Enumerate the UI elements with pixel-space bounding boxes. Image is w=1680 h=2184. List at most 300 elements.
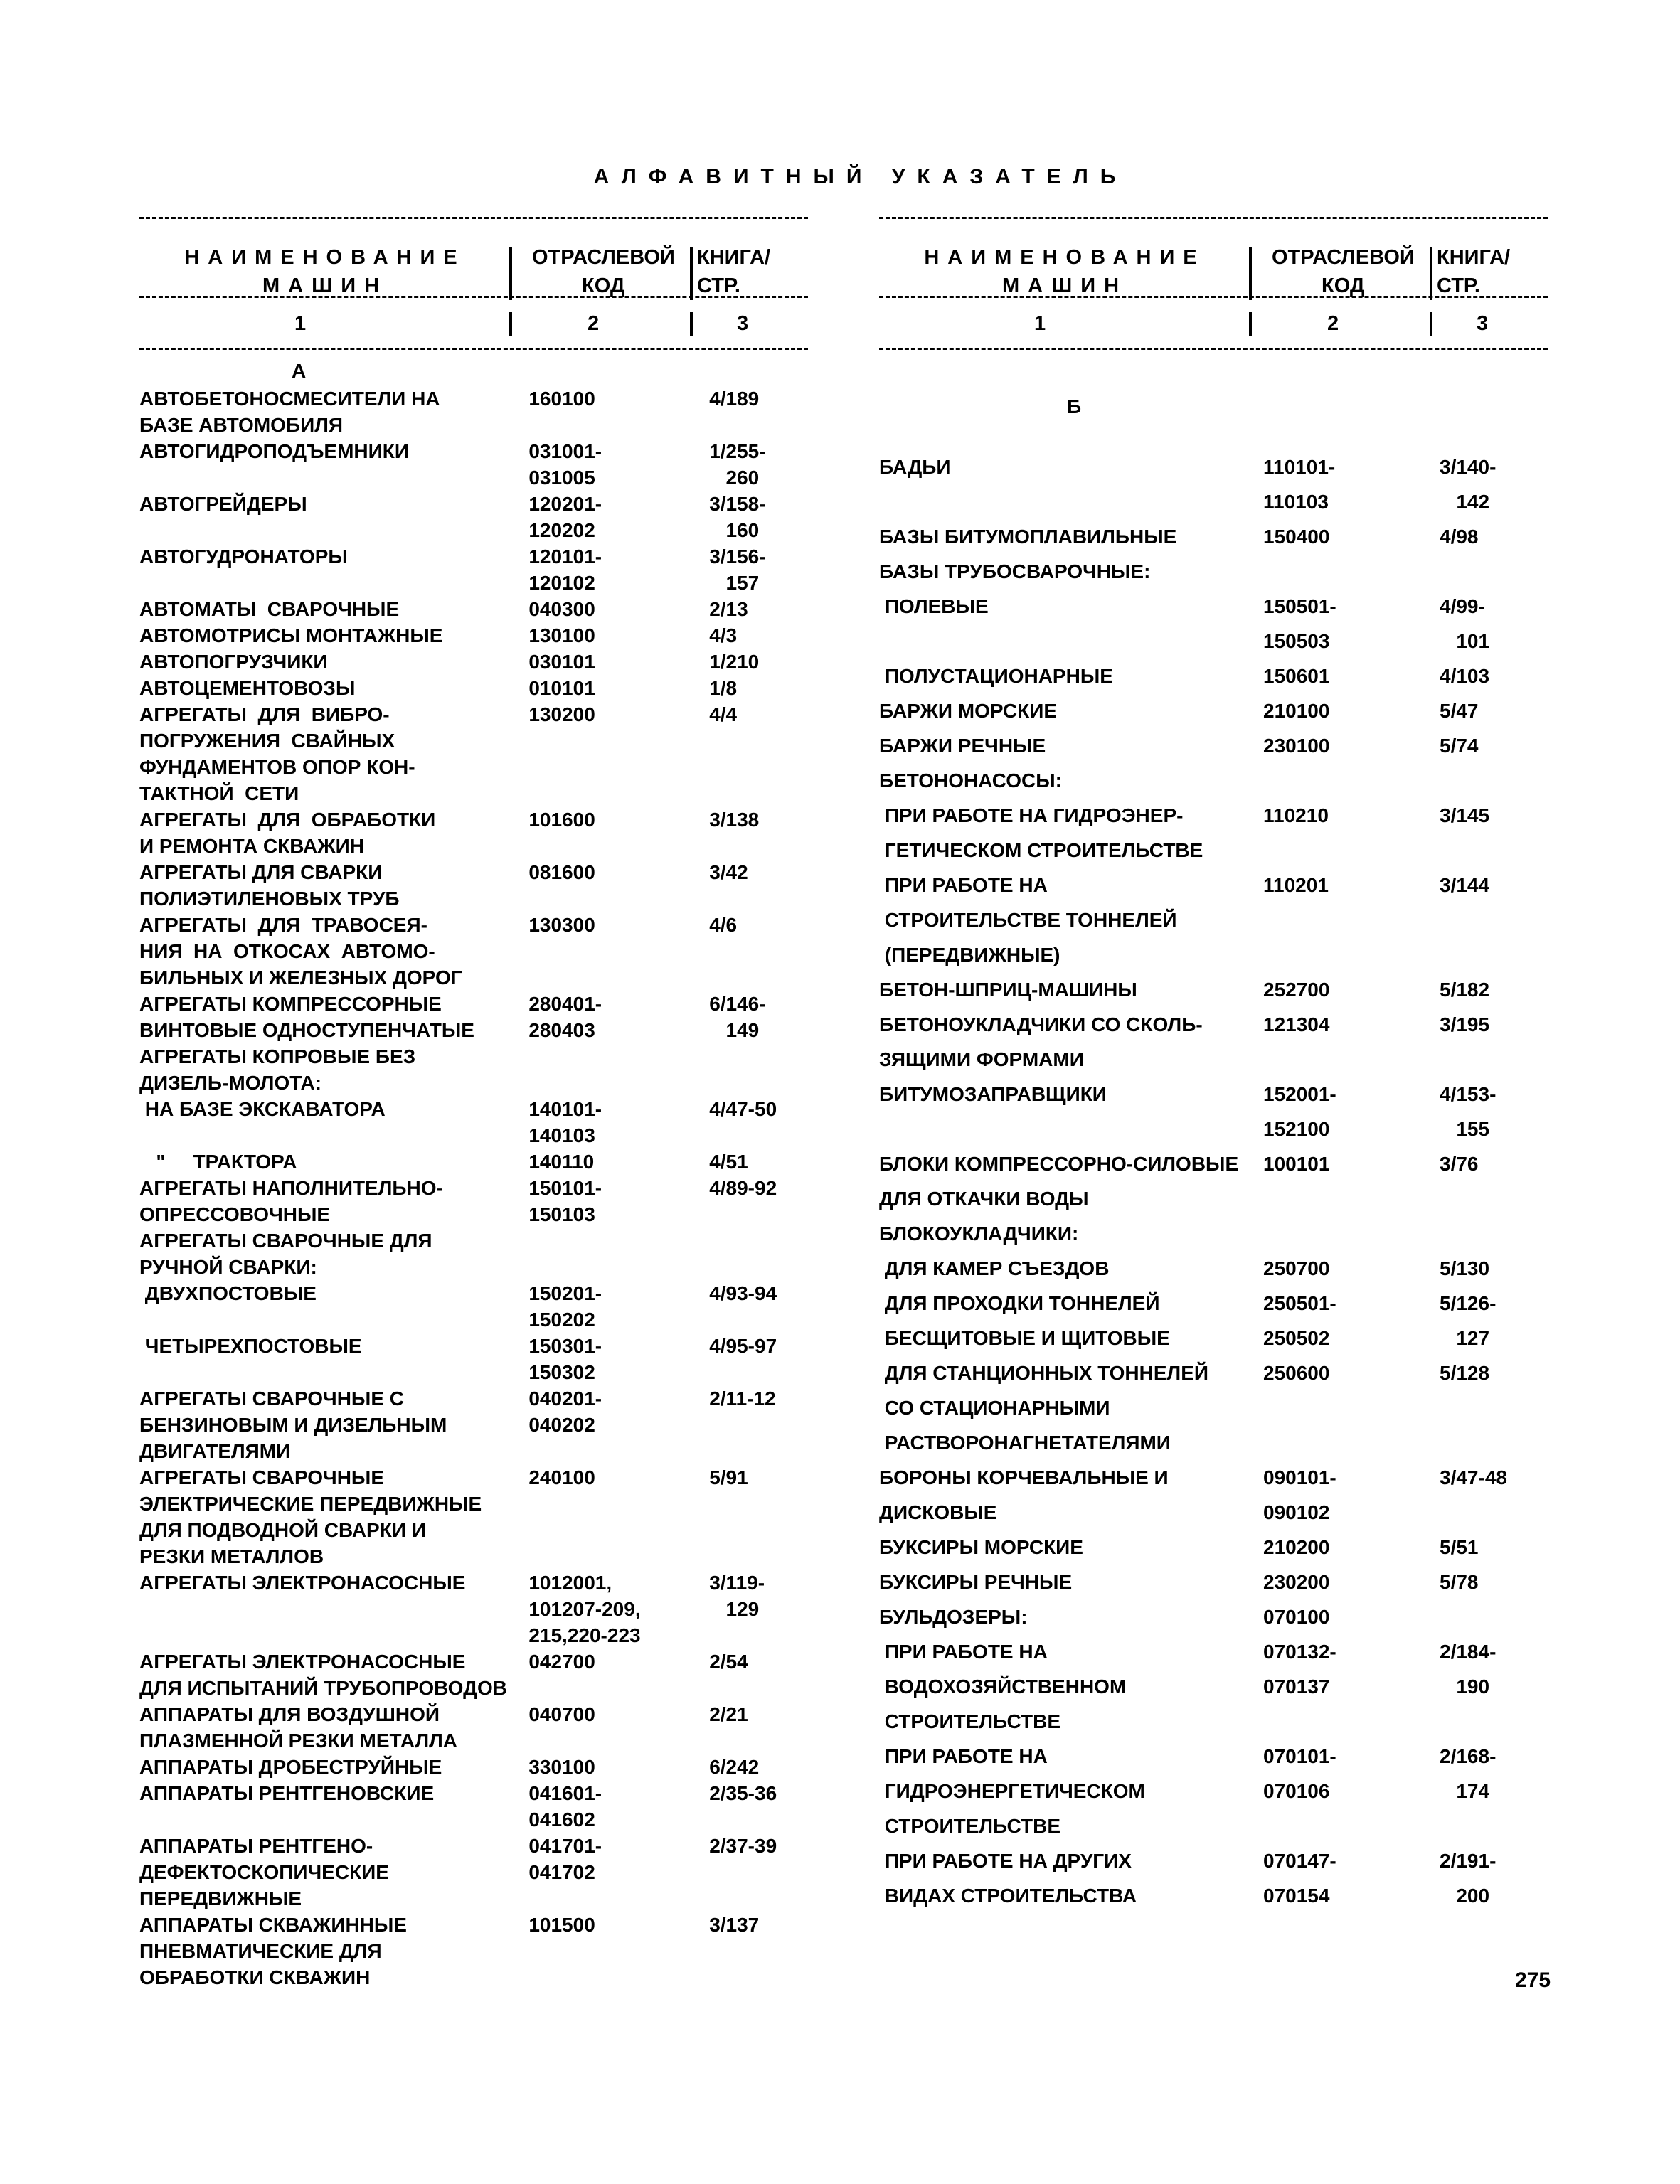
index-entry: [139, 1491, 808, 1517]
index-entry: [139, 1596, 808, 1622]
entry-code: 041601-: [528, 1782, 602, 1804]
entry-name: ДЛЯ ПОДВОДНОЙ СВАРКИ И: [139, 1519, 426, 1541]
page-title: АЛФАВИТНЫЙ УКАЗАТЕЛЬ: [593, 165, 1128, 188]
entry-code: 252700: [1263, 979, 1330, 1001]
entry-code: [528, 1675, 709, 1701]
entry-book-page: 3/76: [1440, 1153, 1479, 1175]
entry-name: АГРЕГАТЫ СВАРОЧНЫЕ С: [139, 1387, 405, 1410]
entry-name: ПЕРЕДВИЖНЫЕ: [139, 1887, 302, 1909]
entry-book-page: 4/95-97: [709, 1335, 777, 1357]
entry-book-page: 4/93-94: [709, 1282, 777, 1304]
entry-book-page: 3/138: [709, 809, 760, 831]
entry-name: [139, 1806, 528, 1833]
entry-name: АВТОЦЕМЕНТОВОЗЫ: [139, 677, 356, 699]
entry-name: ПОЛЕВЫЕ: [879, 595, 989, 617]
index-entry: [879, 763, 1548, 798]
entry-book-page: 3/195: [1440, 1013, 1490, 1035]
index-entry: [139, 1385, 808, 1412]
num-divider: [1430, 312, 1432, 336]
entry-code: 215,220-223: [528, 1624, 641, 1646]
index-entry: [139, 991, 808, 1017]
page-number: 275: [1515, 1969, 1551, 1992]
entry-book-page: 174: [1440, 1780, 1490, 1802]
entry-name: [879, 1112, 1263, 1146]
entry-name: БЛОКОУКЛАДЧИКИ:: [879, 1222, 1079, 1245]
index-entry: [139, 833, 808, 859]
entry-name: ПРИ РАБОТЕ НА: [879, 1641, 1048, 1663]
entry-name: ДВИГАТЕЛЯМИ: [139, 1440, 291, 1462]
entry-code: [528, 754, 709, 780]
entry-book-page: [709, 728, 808, 754]
entry-name: [879, 484, 1263, 519]
entry-book-page: [709, 1070, 808, 1096]
index-entry: [879, 659, 1548, 693]
entry-code: [1263, 554, 1440, 589]
entry-name: АППАРАТЫ СКВАЖИННЫЕ: [139, 1914, 407, 1936]
entry-name: [139, 570, 528, 596]
index-entry: [139, 1727, 808, 1754]
index-entry: [139, 1280, 808, 1306]
entry-code: [528, 1727, 709, 1754]
index-entry: [139, 1043, 808, 1070]
entry-name: АГРЕГАТЫ СВАРОЧНЫЕ: [139, 1466, 385, 1488]
entry-name: СТРОИТЕЛЬСТВЕ: [879, 1710, 1060, 1732]
entry-name: НИЯ НА ОТКОСАХ АВТОМО-: [139, 940, 435, 962]
entry-code: 120102: [528, 572, 595, 594]
entry-name: ОПРЕССОВОЧНЫЕ: [139, 1203, 331, 1225]
entry-book-page: [1440, 1599, 1546, 1634]
entry-book-page: 142: [1440, 491, 1490, 513]
entry-book-page: [1440, 1425, 1546, 1460]
entry-book-page: 3/145: [1440, 804, 1490, 826]
rule-bottom: [139, 348, 808, 350]
entry-name: АГРЕГАТЫ НАПОЛНИТЕЛЬНО-: [139, 1177, 443, 1199]
entry-name: АППАРАТЫ ДЛЯ ВОЗДУШНОЙ: [139, 1703, 440, 1725]
entry-name: ПОЛУСТАЦИОНАРНЫЕ: [879, 665, 1113, 687]
entry-name: [139, 1596, 528, 1622]
entry-name: ПНЕВМАТИЧЕСКИЕ ДЛЯ: [139, 1940, 382, 1962]
entry-code: 070147-: [1263, 1850, 1336, 1872]
entry-name: ЧЕТЫРЕХПОСТОВЫЕ: [139, 1335, 362, 1357]
index-entry: [879, 1495, 1548, 1530]
index-column-left: [139, 217, 808, 1991]
entry-book-page: [709, 1043, 808, 1070]
index-entry: [139, 570, 808, 596]
entry-book-page: [1440, 554, 1546, 589]
entry-code: 140110: [528, 1151, 595, 1173]
entry-book-page: 155: [1440, 1118, 1490, 1140]
entry-book-page: [1440, 1181, 1546, 1216]
entry-book-page: [709, 1885, 808, 1912]
entry-book-page: 3/158-: [709, 493, 766, 515]
entry-code: 240100: [528, 1466, 595, 1488]
entry-code: 150201-: [528, 1282, 602, 1304]
entry-name: [879, 624, 1263, 659]
entry-book-page: [709, 1412, 808, 1438]
entry-code: 250600: [1263, 1362, 1330, 1384]
index-entry: [139, 938, 808, 964]
entry-name: БЕТОНОУКЛАДЧИКИ СО СКОЛЬ-: [879, 1013, 1203, 1035]
entry-name: АГРЕГАТЫ СВАРОЧНЫЕ ДЛЯ: [139, 1230, 432, 1252]
index-entry: [139, 728, 808, 754]
entry-book-page: 5/130: [1440, 1257, 1490, 1279]
index-entry: [879, 798, 1548, 833]
entry-book-page: 5/78: [1440, 1571, 1479, 1593]
entry-book-page: 4/99-: [1440, 595, 1485, 617]
index-entry: [139, 806, 808, 833]
index-entry: [139, 1754, 808, 1780]
index-entry: [879, 1112, 1548, 1146]
entry-code: [1263, 1704, 1440, 1739]
entry-name: ВИДАХ СТРОИТЕЛЬСТВА: [879, 1885, 1137, 1907]
entry-book-page: [1440, 1042, 1546, 1077]
entry-code: 150501-: [1263, 595, 1336, 617]
header-book: КНИГА/ СТР.: [697, 246, 771, 297]
entry-book-page: 149: [709, 1019, 760, 1041]
entry-name: ВИНТОВЫЕ ОДНОСТУПЕНЧАТЫЕ: [139, 1019, 474, 1041]
entry-name: АГРЕГАТЫ ДЛЯ ОБРАБОТКИ: [139, 809, 436, 831]
index-entry: [139, 1122, 808, 1149]
index-entry: [139, 1859, 808, 1885]
entry-book-page: 4/3: [709, 624, 738, 646]
header-divider: [1249, 247, 1252, 300]
index-entry: [139, 1333, 808, 1359]
index-entry: [139, 1938, 808, 1964]
entry-book-page: 6/146-: [709, 993, 766, 1015]
index-entry: [139, 1570, 808, 1596]
entry-book-page: 157: [709, 572, 760, 594]
entry-code: 090102: [1263, 1501, 1330, 1523]
table-header: [139, 219, 808, 296]
index-entry: [139, 675, 808, 701]
entry-code: [1263, 1042, 1440, 1077]
index-entry: [879, 1390, 1548, 1425]
entry-name: АВТОГРЕЙДЕРЫ: [139, 493, 307, 515]
index-entry: [879, 1007, 1548, 1042]
index-entry: [139, 1149, 808, 1175]
index-entry: [879, 589, 1548, 624]
num-divider: [509, 312, 512, 336]
index-entry: [139, 1175, 808, 1201]
index-entry: [139, 1306, 808, 1333]
index-entry: [879, 519, 1548, 554]
entry-book-page: 2/184-: [1440, 1641, 1496, 1663]
index-entry: [879, 1321, 1548, 1355]
entry-book-page: 2/54: [709, 1651, 748, 1673]
entry-code: 150400: [1263, 526, 1330, 548]
section-letter: А: [292, 360, 307, 382]
entry-name: ПЛАЗМЕННОЙ РЕЗКИ МЕТАЛЛА: [139, 1730, 457, 1752]
entry-code: [528, 412, 709, 438]
index-entry: [139, 1675, 808, 1701]
entry-name: ДИЗЕЛЬ-МОЛОТА:: [139, 1072, 322, 1094]
entry-book-page: 3/47-48: [1440, 1466, 1507, 1488]
index-entry: [139, 1833, 808, 1859]
entry-book-page: 4/51: [709, 1151, 748, 1173]
entry-book-page: 1/255-: [709, 440, 766, 462]
entry-name: ТАКТНОЙ СЕТИ: [139, 782, 299, 804]
entry-code: [528, 1491, 709, 1517]
index-entry: [139, 622, 808, 649]
index-entry: [879, 1809, 1548, 1843]
entry-name: [139, 1122, 528, 1149]
header-name: НАИМЕНОВАНИЕ МАШИН: [184, 246, 466, 297]
entry-code: 070101-: [1263, 1745, 1336, 1767]
entry-book-page: [709, 754, 808, 780]
index-entry: [139, 1017, 808, 1043]
entry-code: 101207-209,: [528, 1598, 641, 1620]
entry-name: ДИСКОВЫЕ: [879, 1501, 997, 1523]
entry-code: 030101: [528, 651, 595, 673]
entry-code: [528, 1254, 709, 1280]
entry-book-page: [709, 1122, 808, 1149]
index-entry: [139, 1964, 808, 1991]
index-entry: [879, 833, 1548, 868]
entry-code: [1263, 1181, 1440, 1216]
entry-book-page: 4/98: [1440, 526, 1479, 548]
entry-name: АВТОМОТРИСЫ МОНТАЖНЫЕ: [139, 624, 443, 646]
entry-code: 250501-: [1263, 1292, 1336, 1314]
entry-name: БАРЖИ РЕЧНЫЕ: [879, 735, 1046, 757]
entry-name: ПОГРУЖЕНИЯ СВАЙНЫХ: [139, 730, 395, 752]
entry-book-page: 2/21: [709, 1703, 748, 1725]
entry-code: 230100: [1263, 735, 1330, 757]
entry-code: 1012001,: [528, 1572, 612, 1594]
index-entry: [879, 1042, 1548, 1077]
entry-book-page: 5/51: [1440, 1536, 1479, 1558]
entry-code: [528, 938, 709, 964]
entry-name: ФУНДАМЕНТОВ ОПОР КОН-: [139, 756, 415, 778]
entry-book-page: 5/182: [1440, 979, 1490, 1001]
entry-code: 140103: [528, 1124, 595, 1146]
entry-name: ПОЛИЭТИЛЕНОВЫХ ТРУБ: [139, 888, 400, 910]
header-code: ОТРАСЛЕВОЙ КОД: [1272, 246, 1415, 297]
entry-name: [139, 517, 528, 543]
entry-code: 280403: [528, 1019, 595, 1041]
index-entry: [879, 868, 1548, 902]
entry-code: 150601: [1263, 665, 1330, 687]
index-entry: [139, 1359, 808, 1385]
index-entry: [139, 1412, 808, 1438]
num-divider: [690, 312, 693, 336]
entry-book-page: 4/153-: [1440, 1083, 1496, 1105]
index-entry: [139, 754, 808, 780]
entry-book-page: [1440, 902, 1546, 937]
entry-name: АВТОМАТЫ СВАРОЧНЫЕ: [139, 598, 400, 620]
index-entry: [879, 1355, 1548, 1390]
entry-name: [139, 1622, 528, 1648]
entry-code: 101500: [528, 1914, 595, 1936]
index-entry: [879, 449, 1548, 484]
index-entry: [879, 1704, 1548, 1739]
index-entry: [879, 624, 1548, 659]
index-entry: [139, 964, 808, 991]
index-entry: [879, 1669, 1548, 1704]
entry-book-page: [709, 1675, 808, 1701]
entry-name: НА БАЗЕ ЭКСКАВАТОРА: [139, 1098, 386, 1120]
entry-code: 150101-: [528, 1177, 602, 1199]
entry-name: СО СТАЦИОНАРНЫМИ: [879, 1397, 1110, 1419]
entry-name: ДЛЯ ОТКАЧКИ ВОДЫ: [879, 1188, 1089, 1210]
entry-code: 250502: [1263, 1327, 1330, 1349]
entry-book-page: 2/13: [709, 598, 748, 620]
entry-book-page: [709, 964, 808, 991]
entry-code: [528, 780, 709, 806]
entry-book-page: [709, 1727, 808, 1754]
entry-name: АВТОГУДРОНАТОРЫ: [139, 545, 348, 568]
entry-book-page: 3/137: [709, 1914, 760, 1936]
entry-code: [528, 728, 709, 754]
index-entry: [139, 1701, 808, 1727]
entry-code: [528, 1543, 709, 1570]
entry-code: [528, 1438, 709, 1464]
entry-name: ДЕФЕКТОСКОПИЧЕСКИЕ: [139, 1861, 389, 1883]
entry-name: БУКСИРЫ МОРСКИЕ: [879, 1536, 1083, 1558]
entry-name: БЕСЩИТОВЫЕ И ЩИТОВЫЕ: [879, 1327, 1170, 1349]
entry-name: ДЛЯ СТАНЦИОННЫХ ТОННЕЛЕЙ: [879, 1362, 1208, 1384]
entry-code: [528, 1227, 709, 1254]
entry-code: 120202: [528, 519, 595, 541]
index-entry: [879, 1843, 1548, 1878]
entry-name: " ТРАКТОРА: [139, 1151, 297, 1173]
entry-code: 130300: [528, 914, 595, 936]
index-column-right: [879, 217, 1548, 1913]
entry-code: [1263, 1216, 1440, 1251]
index-entry: [879, 1181, 1548, 1216]
entry-book-page: [1440, 1390, 1546, 1425]
entry-name: БУКСИРЫ РЕЧНЫЕ: [879, 1571, 1073, 1593]
entry-book-page: 5/128: [1440, 1362, 1490, 1384]
entry-name: БЕТОН-ШПРИЦ-МАШИНЫ: [879, 979, 1137, 1001]
entry-code: 330100: [528, 1756, 595, 1778]
entry-name: [139, 1306, 528, 1333]
entry-book-page: 101: [1440, 630, 1490, 652]
entry-name: АГРЕГАТЫ ДЛЯ ТРАВОСЕЯ-: [139, 914, 427, 936]
entry-book-page: 4/189: [709, 388, 760, 410]
entry-book-page: 2/168-: [1440, 1745, 1496, 1767]
entry-book-page: [709, 1491, 808, 1517]
entry-code: [1263, 1809, 1440, 1843]
entry-book-page: [709, 1806, 808, 1833]
entry-book-page: [709, 412, 808, 438]
index-entry: [139, 1543, 808, 1570]
index-entry: [139, 912, 808, 938]
entry-code: [528, 833, 709, 859]
entry-code: 101600: [528, 809, 595, 831]
index-entry: [879, 554, 1548, 589]
entry-name: [139, 1359, 528, 1385]
entry-book-page: 6/242: [709, 1756, 760, 1778]
index-entry: [139, 1622, 808, 1648]
entry-book-page: 3/119-: [709, 1572, 765, 1594]
entry-code: 010101: [528, 677, 595, 699]
entry-book-page: 5/74: [1440, 735, 1479, 757]
entry-name: АГРЕГАТЫ КОМПРЕССОРНЫЕ: [139, 993, 442, 1015]
index-entry: [879, 693, 1548, 728]
entry-name: ПРИ РАБОТЕ НА ДРУГИХ: [879, 1850, 1132, 1872]
entry-book-page: [1440, 763, 1546, 798]
index-entry: [139, 1806, 808, 1833]
index-entry: [139, 464, 808, 491]
entry-code: 110103: [1263, 491, 1329, 513]
entry-code: 040201-: [528, 1387, 602, 1410]
entry-code: 150202: [528, 1309, 595, 1331]
index-entry: [879, 1146, 1548, 1181]
index-entry: [139, 1885, 808, 1912]
index-entry: [139, 385, 808, 412]
index-entry: [879, 1460, 1548, 1495]
entry-name: БЕНЗИНОВЫМ И ДИЗЕЛЬНЫМ: [139, 1414, 447, 1436]
num-divider: [1249, 312, 1252, 336]
entry-book-page: 4/103: [1440, 665, 1490, 687]
index-entry: [139, 859, 808, 885]
index-entry: [139, 412, 808, 438]
header-divider: [1430, 247, 1432, 300]
entry-book-page: 5/91: [709, 1466, 748, 1488]
entry-book-page: 5/47: [1440, 700, 1479, 722]
entry-code: [1263, 902, 1440, 937]
index-entry: [879, 1216, 1548, 1251]
index-entry: [139, 1227, 808, 1254]
index-entry: [879, 1739, 1548, 1774]
index-entry: [139, 1464, 808, 1491]
entry-code: [1263, 937, 1440, 972]
entry-name: ЭЛЕКТРИЧЕСКИЕ ПЕРЕДВИЖНЫЕ: [139, 1493, 482, 1515]
entry-code: 110210: [1263, 804, 1329, 826]
entry-code: 130200: [528, 703, 595, 725]
entry-book-page: [1440, 833, 1546, 868]
index-entry: [139, 1780, 808, 1806]
entry-code: 041602: [528, 1809, 595, 1831]
entry-code: 040202: [528, 1414, 595, 1436]
entry-code: 160100: [528, 388, 595, 410]
entry-name: ВОДОХОЗЯЙСТВЕННОМ: [879, 1676, 1127, 1698]
header-code: ОТРАСЛЕВОЙ КОД: [532, 246, 675, 297]
index-entry: [139, 780, 808, 806]
entry-name: ГЕТИЧЕСКОМ СТРОИТЕЛЬСТВЕ: [879, 839, 1203, 861]
entry-code: 070154: [1263, 1885, 1330, 1907]
index-entry: [139, 1070, 808, 1096]
entry-code: 121304: [1263, 1013, 1330, 1035]
entry-book-page: 4/6: [709, 914, 738, 936]
index-entry: [879, 1251, 1548, 1286]
table-header: [879, 219, 1548, 296]
index-entry: [879, 1774, 1548, 1809]
index-entry: [879, 1286, 1548, 1321]
entry-name: БЛОКИ КОМПРЕССОРНО-СИЛОВЫЕ: [879, 1153, 1239, 1175]
index-entry: [139, 543, 808, 570]
entry-code: 070106: [1263, 1780, 1330, 1802]
section-letter: Б: [1067, 395, 1082, 417]
column-numbers: 1 2 3: [1034, 312, 1489, 335]
entry-code: [528, 1964, 709, 1991]
index-entry: [139, 1201, 808, 1227]
index-rows: [139, 385, 808, 1991]
entry-code: 110101-: [1263, 456, 1336, 478]
entry-book-page: 3/140-: [1440, 456, 1496, 478]
entry-book-page: [709, 1359, 808, 1385]
index-entry: [139, 1438, 808, 1464]
entry-code: 130100: [528, 624, 595, 646]
index-entry: [139, 1912, 808, 1938]
entry-book-page: [709, 780, 808, 806]
entry-book-page: [709, 1938, 808, 1964]
entry-name: БЕТОНОНАСОСЫ:: [879, 769, 1062, 792]
entry-code: 140101-: [528, 1098, 602, 1120]
entry-book-page: 1/8: [709, 677, 738, 699]
index-entry: [139, 491, 808, 517]
entry-book-page: [709, 1859, 808, 1885]
